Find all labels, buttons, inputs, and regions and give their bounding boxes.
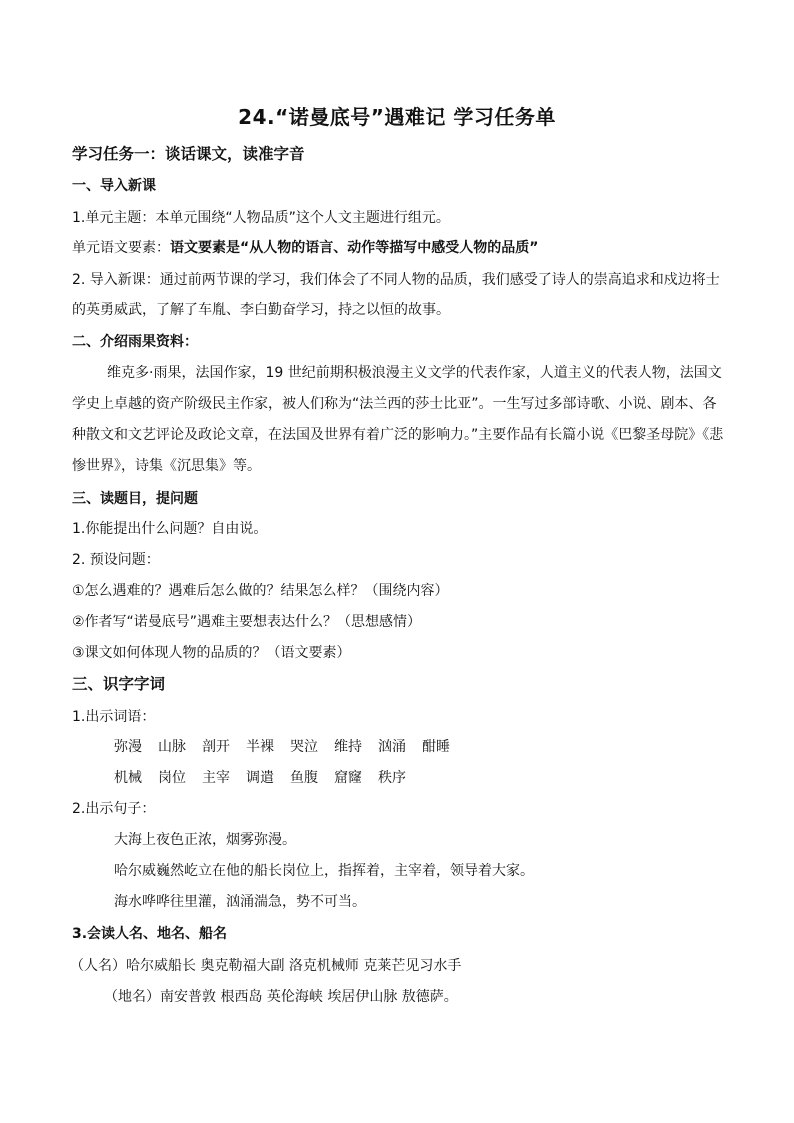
word: 窟窿 [334, 770, 362, 786]
section-heading-words: 三、识字字词 [72, 675, 166, 693]
word: 调遣 [246, 770, 274, 786]
question-2: ②作者写“诺曼底号”遇难主要想表达什么？（思想感情） [72, 614, 422, 630]
people-names: （人名）哈尔威船长 奥克勒福大副 洛克机械师 克莱芒见习水手 [70, 958, 462, 974]
intro-line-2: 的英勇威武，了解了车胤、李白勤奋学习，持之以恒的故事。 [72, 302, 450, 318]
word: 半裸 [246, 739, 274, 755]
sentence-3: 海水哗哗往里灌，汹涌湍急，势不可当。 [114, 894, 366, 910]
place-names: （地名）南安普敦 根西岛 英伦海峡 埃居伊山脉 敖德萨。 [104, 989, 458, 1005]
question-3: ③课文如何体现人物的品质的？（语文要素） [72, 645, 351, 661]
unit-element-label: 单元语文要素： [72, 240, 170, 256]
word: 汹涌 [378, 739, 406, 755]
hugo-line-3: 种散文和文艺评论及政论文章，在法国及世界有着广泛的影响力。”主要作品有长篇小说《巴黎圣母院》《悲 [72, 427, 724, 443]
words-row-2 [114, 767, 774, 789]
question-1: ①怎么遇难的？遇难后怎么做的？结果怎么样？（围绕内容） [72, 583, 449, 599]
intro-line-1: 2. 导入新课：通过前两节课的学习，我们体会了不同人物的品质，我们感受了诗人的崇高追求和戍边将士 [72, 272, 720, 288]
preset-questions-label: 2. 预设问题： [72, 552, 160, 568]
word: 弥漫 [114, 739, 142, 755]
sentence-1: 大海上夜色正浓，烟雾弥漫。 [114, 832, 296, 848]
words-label: 1.出示词语： [72, 709, 156, 725]
word: 鱼腹 [290, 770, 318, 786]
section-heading-hugo: 二、介绍雨果资料： [72, 334, 198, 350]
names-label: 3.会读人名、地名、船名 [72, 926, 228, 942]
words-row-1 [114, 736, 774, 758]
section-heading-questions: 三、读题目，提问题 [72, 491, 198, 507]
task-heading: 学习任务一：谈话课文，读准字音 [72, 145, 305, 163]
section-heading-intro: 一、导入新课 [72, 178, 156, 194]
unit-theme: 1.单元主题：本单元围绕“人物品质”这个人文主题进行组元。 [72, 210, 450, 226]
word: 维持 [334, 739, 362, 755]
hugo-line-4: 惨世界》，诗集《沉思集》等。 [72, 458, 261, 474]
word: 酣睡 [422, 739, 450, 755]
unit-element [72, 237, 732, 259]
word: 山脉 [158, 739, 186, 755]
hugo-line-2: 学史上卓越的资产阶级民主作家，被人们称为“法兰西的莎士比亚”。一生写过多部诗歌、小说、剧本、各 [72, 396, 717, 412]
hugo-line-1: 维克多·雨果，法国作家，19 世纪前期积极浪漫主义文学的代表作家，人道主义的代表人物，法国文 [107, 365, 722, 381]
word: 岗位 [158, 770, 186, 786]
word: 秩序 [378, 770, 406, 786]
word: 哭泣 [290, 739, 318, 755]
question-prompt: 1.你能提出什么问题？自由说。 [72, 521, 268, 537]
word: 机械 [114, 770, 142, 786]
unit-element-bold: 语文要素是“从人物的语言、动作等描写中感受人物的品质” [170, 240, 539, 256]
page-title: 24.“诺曼底号”遇难记 学习任务单 [238, 105, 556, 129]
sentence-2: 哈尔威巍然屹立在他的船长岗位上，指挥着，主宰着，领导着大家。 [114, 863, 534, 879]
word: 剖开 [202, 739, 230, 755]
word: 主宰 [202, 770, 230, 786]
sentences-label: 2.出示句子： [72, 801, 156, 817]
